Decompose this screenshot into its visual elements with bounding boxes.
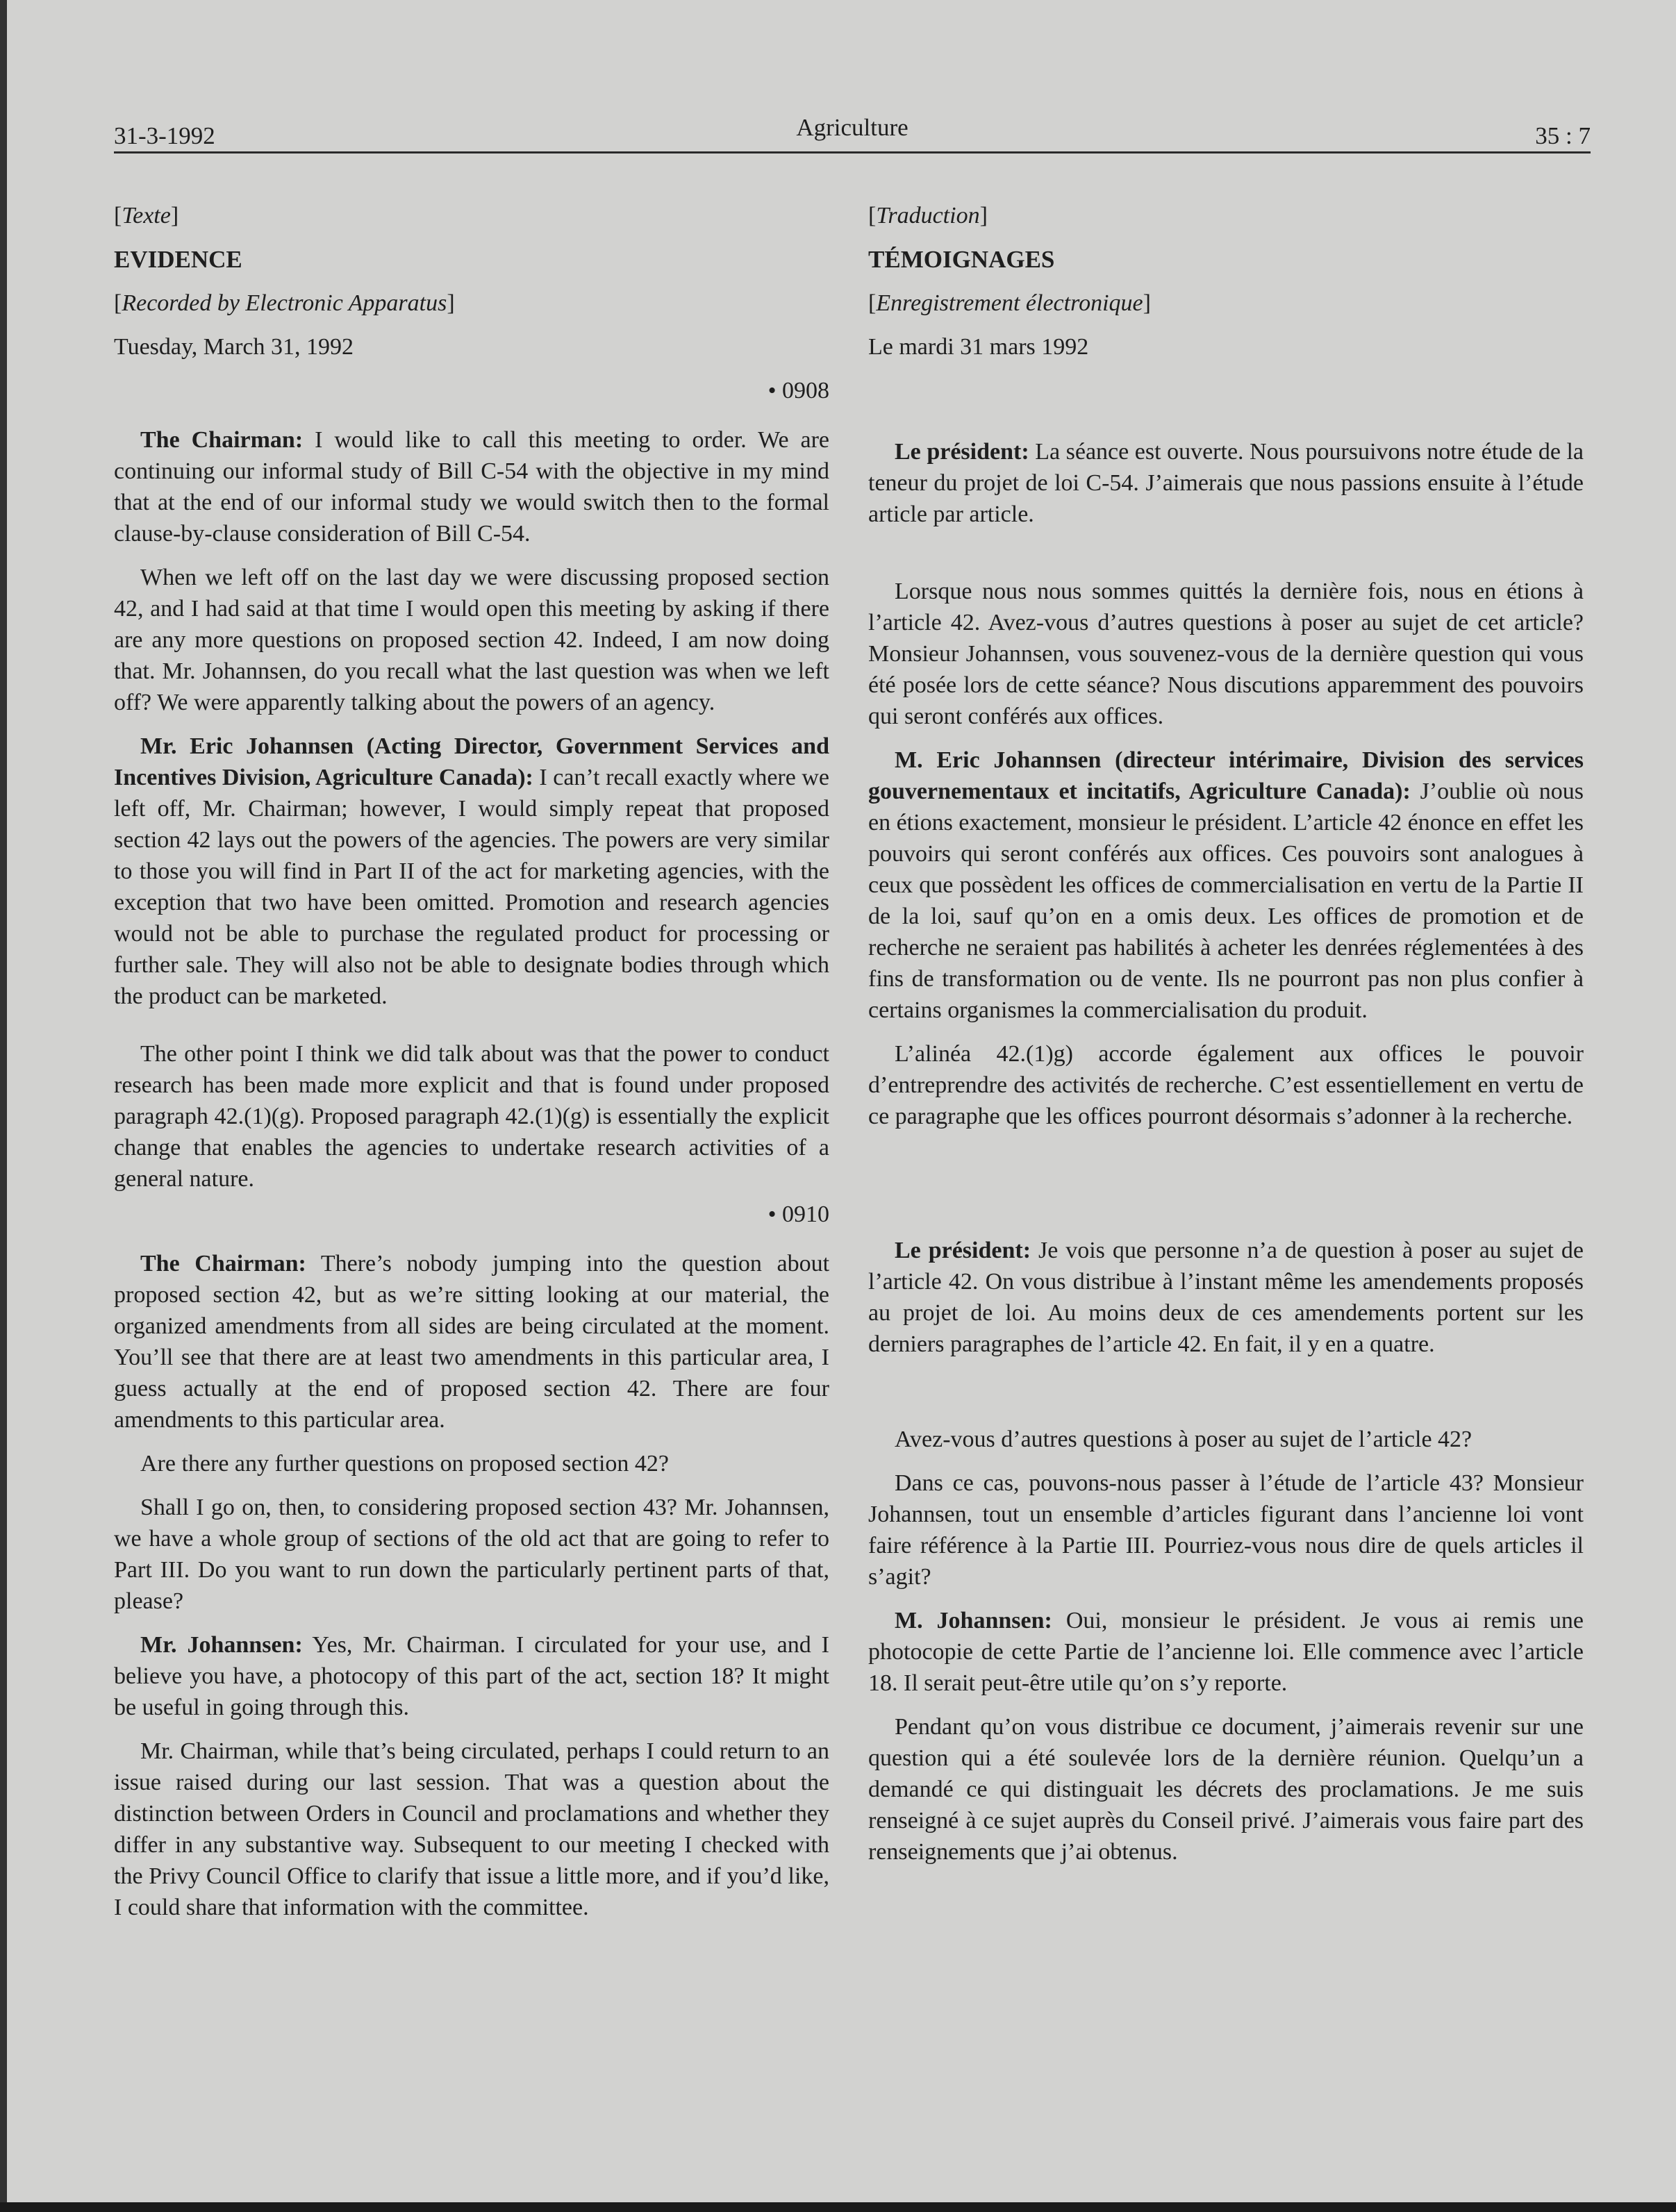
paragraph: The Chairman: There’s nobody jumping into the question about proposed section 42, but as we’re sitting looking at our material, the organized amendments from all sides are being circulated at the moment. You’ll see that there are at least two amendments in this particular area, I guess actually at the end of proposed section 42. There are four amendments to this particular area.	[114, 1251, 830, 1433]
page-header	[114, 111, 1591, 154]
paragraph: Le président: La séance est ouverte. Nous poursuivons notre étude de la teneur du projet de loi C-54. J’aimerais que nous passions ensuite à l’étude article par article.	[868, 439, 1584, 527]
evidence-heading: EVIDENCE	[114, 246, 242, 273]
meeting-date: Tuesday, March 31, 1992	[114, 334, 354, 360]
speaker-name: Le président:	[895, 439, 1029, 465]
paragraph: Mr. Johannsen: Yes, Mr. Chairman. I circulated for your use, and I believe you have, a photocopy of this part of the act, section 18? It might be useful in going through this.	[114, 1632, 829, 1720]
paragraph: M. Eric Johannsen (directeur intérimaire, Division des services gouvernementaux et incitatifs, Agriculture Canada): J’oublie où nous en étions exactement, monsieur le président. L’article 42 énonce en effet les pouvoirs qui seront conférés aux offices. Ces pouvoirs sont analogues à ceux que possèdent les offices de commercialisation en vertu de la Partie II de la loi, sauf qu’on en a omis deux. Les offices de promotion et de recherche ne seraient pas habilités à acheter les denrées réglementées à des fins de transformation ou de vente. Ils ne pourront pas non plus confier à certains organismes la commercialisation du produit.	[868, 747, 1584, 1023]
paragraph: When we left off on the last day we were discussing proposed section 42, and I had said at that time I would open this meeting by asking if there are any more questions on proposed section 42. Indeed, I am now doing that. Mr. Johannsen, do you recall what the last question was when we left off? We were apparently talking about the powers of an agency.	[114, 565, 829, 715]
french-column	[868, 200, 1584, 1868]
paragraph: Are there any further questions on proposed section 42?	[140, 1451, 669, 1477]
paragraph: The Chairman: I would like to call this meeting to order. We are continuing our informal study of Bill C-54 with the objective in my mind that at the end of our informal study we would switch then to the formal clause-by-clause consideration of Bill C-54.	[114, 427, 830, 547]
page-bottom-edge	[0, 2202, 1676, 2212]
header-rule	[114, 151, 1591, 153]
timestamp-0908: • 0908	[768, 378, 829, 404]
speaker-name: The Chairman:	[140, 427, 304, 453]
header-date: 31-3-1992	[114, 122, 215, 149]
speaker-name: Le président:	[895, 1238, 1031, 1263]
speaker-name: The Chairman:	[140, 1251, 306, 1277]
paragraph: Dans ce cas, pouvons-nous passer à l’étude de l’article 43? Monsieur Johannsen, tout un ensemble d’articles figurant dans l’ancienne loi vont faire référence à la Partie III. Pourriez-vous nous dire de quels articles il s’agit?	[868, 1470, 1584, 1590]
header-title: Agriculture	[796, 114, 908, 141]
paragraph: Pendant qu’on vous distribue ce document, j’aimerais revenir sur une question qui a été soulevée lors de la dernière réunion. Quelqu’un a demandé ce qui distinguait les décrets des proclamations. Je me suis renseigné à ce sujet auprès du Conseil privé. J’aimerais vous faire part des renseignements que j’ai obtenus.	[868, 1714, 1584, 1865]
speaker-name: Mr. Johannsen:	[140, 1632, 303, 1658]
page-left-edge	[0, 0, 7, 2212]
paragraph: Le président: Je vois que personne n’a de question à poser au sujet de l’article 42. On vous distribue à l’instant même les amendements proposés au projet de loi. Au moins deux de ces amendements portent sur les derniers paragraphes de l’article 42. En fait, il y en a quatre.	[868, 1238, 1584, 1357]
speaker-name: Mr. Eric Johannsen (Acting Director, Government Services and Incentives Division, Agriculture Canada):	[114, 733, 829, 790]
speaker-name: M. Eric Johannsen (directeur intérimaire, Division des services gouvernementaux et incitatifs, Agriculture Canada):	[868, 747, 1584, 804]
paragraph: Avez-vous d’autres questions à poser au sujet de l’article 42?	[895, 1427, 1472, 1452]
english-column	[114, 200, 829, 1923]
paragraph: M. Johannsen: Oui, monsieur le président. Je vous ai remis une photocopie de cette Partie de l’ancienne loi. Elle commence avec l’article 18. Il serait peut-être utile qu’on s’y reporte.	[868, 1608, 1584, 1696]
text-tag: [Texte]	[114, 203, 179, 228]
translation-tag: [Traduction]	[868, 203, 988, 228]
speaker-name: M. Johannsen:	[895, 1608, 1052, 1633]
paragraph: L’alinéa 42.(1)g) accorde également aux offices le pouvoir d’entreprendre des activités de recherche. C’est essentiellement en vertu de ce paragraphe que les offices pourront désormais s’adonner à la recherche.	[868, 1041, 1584, 1129]
paragraph: Lorsque nous nous sommes quittés la dernière fois, nous en étions à l’article 42. Avez-vous d’autres questions à poser au sujet de cet article? Monsieur Johannsen, vous souvenez-vous de la dernière question qui vous été posée lors de cette séance? Nous discutions apparemment des pouvoirs qui seront conférés aux offices.	[868, 579, 1584, 729]
paragraph: Mr. Chairman, while that’s being circulated, perhaps I could return to an issue raised during our last session. That was a question about the distinction between Orders in Council and proclamations and whether they differ in any substantive way. Subsequent to our meeting I checked with the Privy Council Office to clarify that issue a little more, and if you’d like, I could share that information with the committee.	[114, 1738, 829, 1920]
paragraph: Mr. Eric Johannsen (Acting Director, Government Services and Incentives Division, Agriculture Canada): I can’t recall exactly where we left off, Mr. Chairman; however, I would simply repeat that proposed section 42 lays out the powers of the agencies. The powers are very similar to those you will find in Part II of the act for marketing agencies, with the exception that two have been omitted. Promotion and research agencies would not be able to purchase the regulated product for processing or further sale. They will also not be able to designate bodies through which the product can be marketed.	[114, 733, 829, 1009]
recorded-note: [Recorded by Electronic Apparatus]	[114, 290, 455, 316]
header-page-number: 35 : 7	[1535, 122, 1591, 149]
paragraph: The other point I think we did talk about was that the power to conduct research has been made more explicit and that is found under proposed paragraph 42.(1)(g). Proposed paragraph 42.(1)(g) is essentially the explicit change that enables the agencies to undertake research activities of a general nature.	[114, 1041, 829, 1192]
temoignages-heading: TÉMOIGNAGES	[868, 246, 1055, 273]
timestamp-0910: • 0910	[768, 1201, 829, 1227]
paragraph: Shall I go on, then, to considering proposed section 43? Mr. Johannsen, we have a whole group of sections of the old act that are going to refer to Part III. Do you want to run down the particularly pertinent parts of that, please?	[114, 1495, 829, 1614]
meeting-date: Le mardi 31 mars 1992	[868, 334, 1089, 360]
recorded-note: [Enregistrement électronique]	[868, 290, 1151, 316]
